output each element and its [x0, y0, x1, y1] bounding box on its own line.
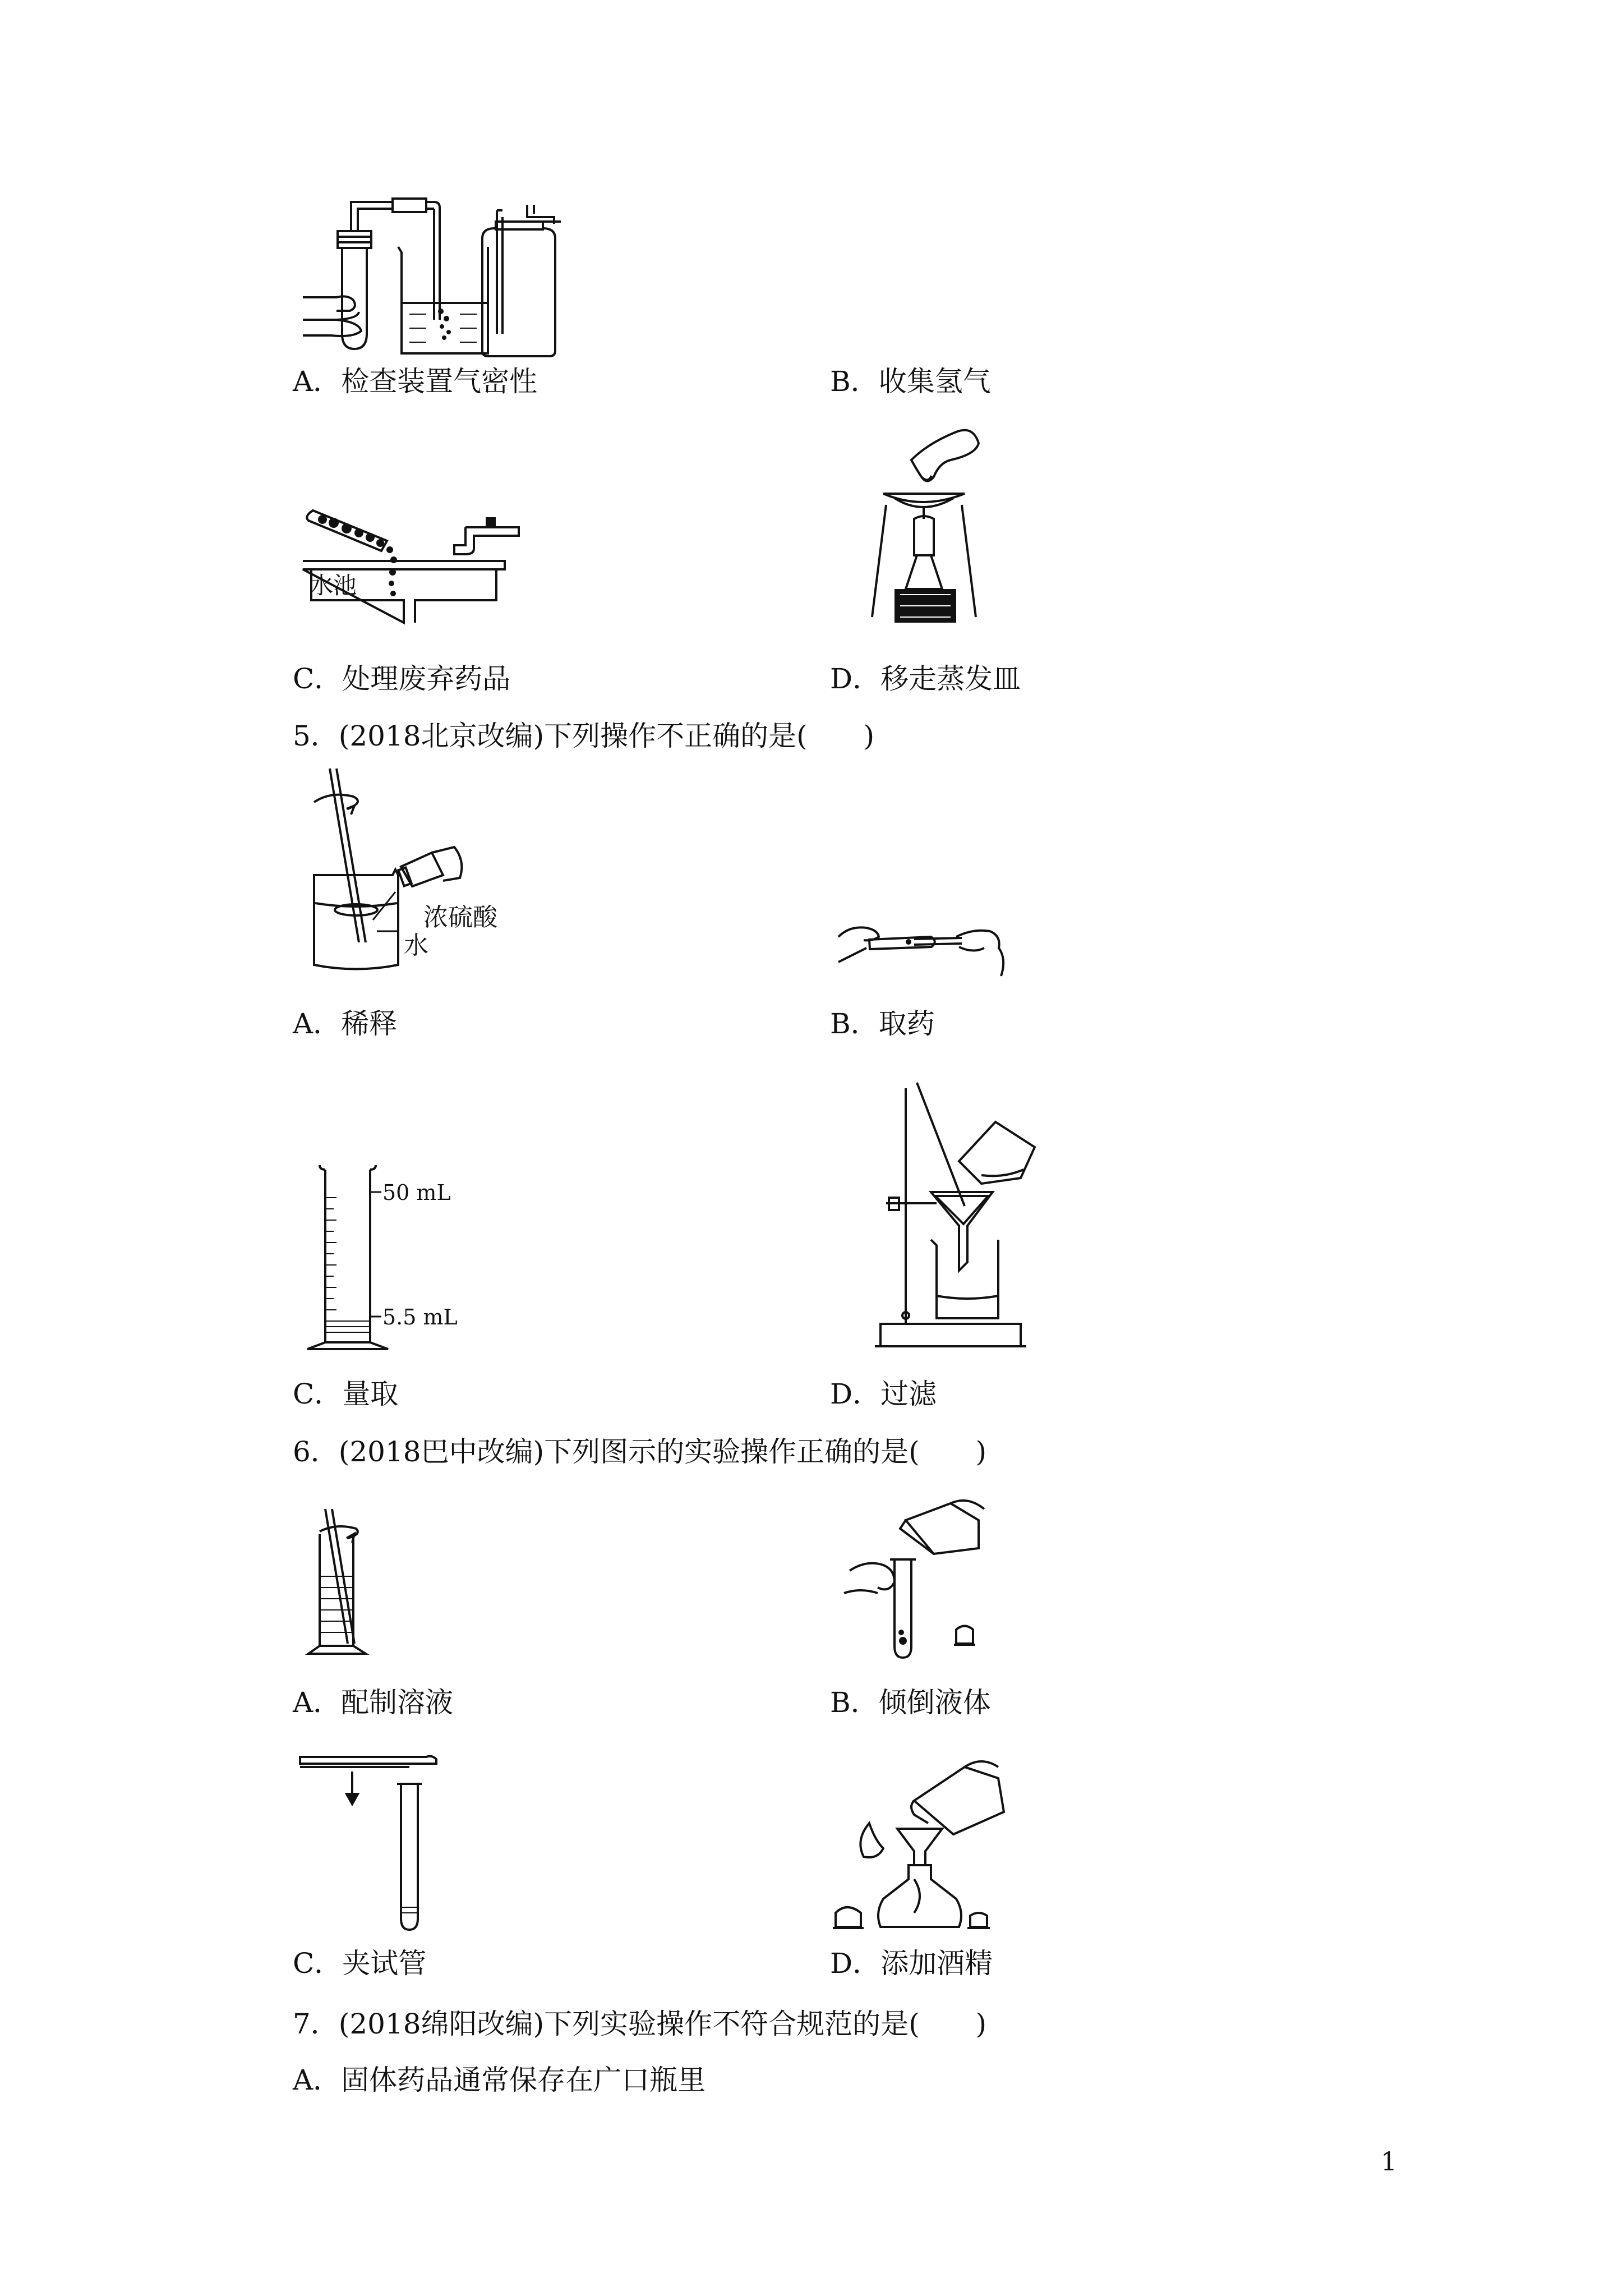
water-label: 水 — [404, 931, 428, 960]
q4-option-d[interactable]: D．移走蒸发皿 — [830, 662, 1021, 695]
q5-option-b[interactable]: B．取药 — [830, 1007, 935, 1040]
figure-filtration — [875, 1077, 1066, 1352]
q7-option-a[interactable]: A．固体药品通常保存在广口瓶里 — [293, 2064, 706, 2096]
q5-option-a[interactable]: A．稀释 — [293, 1007, 398, 1040]
sink-label: 水池 — [310, 572, 357, 599]
figure-prepare-solution — [303, 1503, 415, 1660]
figure-graduated-cylinder — [303, 1164, 471, 1355]
q5-option-c[interactable]: C．量取 — [293, 1378, 399, 1410]
figure-dilution — [303, 763, 538, 976]
cylinder-reading-label: 5.5 mL — [382, 1305, 458, 1329]
q7-title: 7．(2018绵阳改编)下列实验操作不符合规范的是( ) — [293, 2008, 987, 2040]
page-number: 1 — [1381, 2146, 1398, 2177]
q5-option-d[interactable]: D．过滤 — [830, 1378, 937, 1410]
q4-option-b[interactable]: B．收集氢气 — [830, 365, 991, 398]
acid-label: 浓硫酸 — [423, 903, 497, 932]
figure-waste-disposal — [297, 494, 533, 628]
q5-title: 5．(2018北京改编)下列操作不正确的是( ) — [293, 720, 875, 752]
figure-add-alcohol — [830, 1745, 1021, 1935]
figure-pour-liquid — [838, 1498, 1012, 1660]
figure-gas-bottle — [471, 199, 572, 362]
figure-take-drug — [833, 914, 1012, 987]
q6-title: 6．(2018巴中改编)下列图示的实验操作正确的是( ) — [293, 1435, 987, 1468]
cylinder-top-label: 50 mL — [382, 1180, 451, 1205]
q6-option-c[interactable]: C．夹试管 — [293, 1947, 427, 1980]
figure-test-tube-clamp — [297, 1750, 443, 1941]
figure-evaporation — [861, 421, 995, 628]
q4-option-c[interactable]: C．处理废弃药品 — [293, 662, 511, 695]
q4-option-a[interactable]: A．检查装置气密性 — [293, 365, 538, 398]
q6-option-d[interactable]: D．添加酒精 — [830, 1947, 993, 1980]
q6-option-b[interactable]: B．倾倒液体 — [830, 1686, 991, 1719]
q6-option-a[interactable]: A．配制溶液 — [293, 1686, 454, 1719]
